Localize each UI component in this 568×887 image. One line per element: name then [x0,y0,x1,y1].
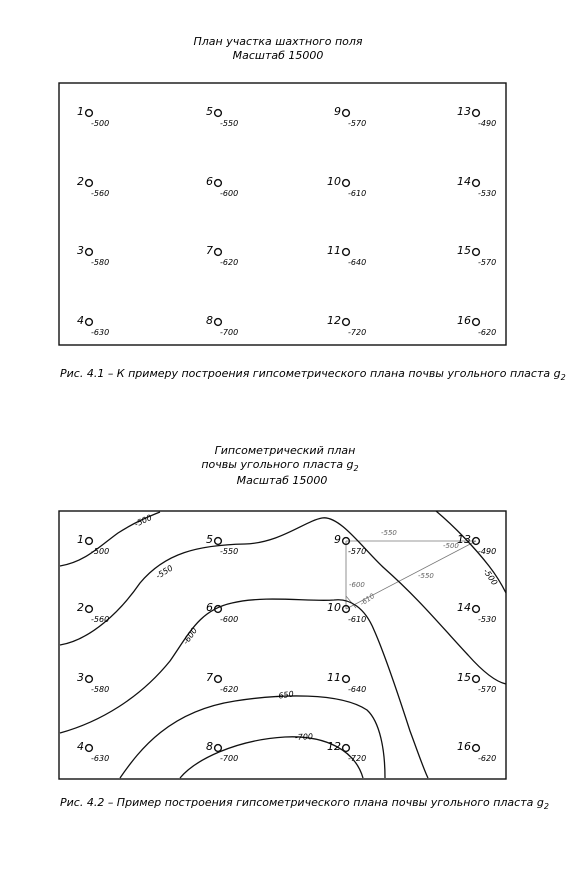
fig2-borehole-elevation: -570 [348,547,367,556]
fig2-title-line2-sub: 2 [353,464,359,473]
construction-label: -500 [443,542,459,550]
fig1-borehole-number: 7 [206,244,213,257]
fig1-borehole-elevation: -600 [220,189,239,198]
fig1-borehole-elevation: -620 [220,258,239,267]
fig2-borehole-elevation: -530 [478,615,497,624]
fig1-borehole-number: 2 [77,175,84,188]
fig2-borehole-marker [86,745,93,752]
fig1-borehole-marker [473,249,480,256]
fig2-borehole-number: 3 [77,671,84,684]
fig2-borehole-number: 14 [457,601,471,614]
fig2-borehole-marker [86,676,93,683]
contour-label: -500 [481,566,500,588]
contour-label: -600 [181,626,200,647]
fig1-caption-text: Рис. 4.1 – К примеру построения гипсометрического плана почвы угольного пласта g [60,367,561,380]
fig1-borehole-number: 11 [327,244,341,257]
fig1-caption [60,367,566,382]
fig2-title-line3: Масштаб 15000 [236,474,328,487]
fig2-borehole-number: 6 [206,601,213,614]
fig1-borehole-number: 1 [77,105,84,118]
fig1-borehole-number: 5 [206,105,213,118]
fig2-borehole-number: 16 [457,740,471,753]
fig1-borehole-elevation: -620 [478,328,497,337]
contour-label: -700 [294,732,314,742]
fig1-borehole-number: 14 [457,175,471,188]
contour-label: -500 [133,512,154,529]
fig2-borehole-elevation: -550 [220,547,239,556]
contour-lines [60,511,506,778]
fig2-borehole-marker [473,606,480,613]
contour-650 [120,696,385,778]
fig1-borehole-elevation: -640 [348,258,367,267]
fig1-borehole-marker [343,249,350,256]
fig2-borehole-elevation: -720 [348,754,367,763]
construction-label: -550 [418,572,434,580]
fig2-borehole-marker [215,745,222,752]
fig2-borehole-elevation: -560 [91,615,110,624]
fig1-frame [59,83,506,345]
fig2-borehole-elevation: -580 [91,685,110,694]
fig1-borehole-elevation: -700 [220,328,239,337]
fig1-borehole-marker [215,249,222,256]
fig1-borehole-marker [215,110,222,117]
fig2-borehole-number: 11 [327,671,341,684]
fig2-title-line2-text: почвы угольного пласта g [201,458,354,471]
fig1-borehole-elevation: -570 [348,119,367,128]
fig2-borehole-marker [86,538,93,545]
fig1-borehole-marker [86,319,93,326]
fig2-borehole-marker [343,676,350,683]
fig2-borehole-elevation: -620 [478,754,497,763]
fig2-borehole-number: 9 [334,533,341,546]
fig1-borehole-number: 9 [334,105,341,118]
fig2-borehole-elevation: -490 [478,547,497,556]
fig1-borehole-marker [343,319,350,326]
fig2-borehole-elevation: -620 [220,685,239,694]
fig2-borehole-number: 5 [206,533,213,546]
fig2-borehole-number: 10 [327,601,341,614]
fig1-borehole-number: 8 [206,314,213,327]
fig2-borehole-elevation: -630 [91,754,110,763]
fig2-caption-text: Рис. 4.2 – Пример построения гипсометрического плана почвы угольного пласта g [60,796,544,809]
contour-label: -550 [154,563,175,581]
fig1-borehole-number: 4 [77,314,84,327]
fig2-borehole-elevation: -570 [478,685,497,694]
fig1-borehole-elevation: -560 [91,189,110,198]
fig1-borehole-marker [215,180,222,187]
fig1-borehole-number: 16 [457,314,471,327]
fig2-borehole-marker [473,745,480,752]
fig2-borehole-number: 7 [206,671,213,684]
fig1-borehole-number: 10 [327,175,341,188]
construction-label: -550 [381,529,397,537]
fig1-title-line2: Масштаб 15000 [232,49,324,62]
fig1-borehole-elevation: -500 [91,119,110,128]
fig2-caption [60,796,549,811]
fig1-borehole-marker [215,319,222,326]
fig2-borehole-number: 8 [206,740,213,753]
fig1-borehole-marker [86,110,93,117]
fig1-caption-sub: 2 [560,373,566,382]
contour-label: -650 [275,689,295,701]
fig1-title-line1: План участка шахтного поля [193,35,363,48]
fig1-boreholes [77,105,496,337]
fig2-borehole-marker [215,676,222,683]
fig2-borehole-elevation: -610 [348,615,367,624]
fig1-borehole-elevation: -720 [348,328,367,337]
fig1-borehole-marker [473,110,480,117]
fig1-borehole-marker [86,249,93,256]
fig1-borehole-elevation: -490 [478,119,497,128]
fig2-borehole-marker [86,606,93,613]
contour-550 [60,518,506,684]
fig1-borehole-number: 3 [77,244,84,257]
fig2-borehole-number: 13 [457,533,471,546]
fig1-borehole-elevation: -630 [91,328,110,337]
fig1-borehole-number: 13 [457,105,471,118]
fig2-title-line1: Гипсометрический план [214,444,356,457]
fig2-borehole-number: 15 [457,671,471,684]
fig2-borehole-marker [473,676,480,683]
fig2-frame [59,511,506,779]
fig2-borehole-elevation: -640 [348,685,367,694]
construction-label: -610 [358,591,377,608]
fig2-borehole-marker [215,538,222,545]
fig1-borehole-elevation: -550 [220,119,239,128]
fig1-borehole-number: 12 [327,314,341,327]
fig2-borehole-number: 4 [77,740,84,753]
fig2-borehole-number: 12 [327,740,341,753]
fig1-borehole-number: 15 [457,244,471,257]
fig2-borehole-elevation: -500 [91,547,110,556]
fig1-borehole-marker [86,180,93,187]
fig1-borehole-elevation: -610 [348,189,367,198]
contour-600 [60,599,428,778]
fig2-borehole-number: 2 [77,601,84,614]
fig2-borehole-number: 1 [77,533,84,546]
fig2-title-line2 [201,458,358,473]
fig1-borehole-marker [473,319,480,326]
fig1-borehole-elevation: -580 [91,258,110,267]
fig2-borehole-marker [343,745,350,752]
fig1-borehole-elevation: -570 [478,258,497,267]
fig2-caption-sub: 2 [543,802,549,811]
fig1-borehole-marker [343,180,350,187]
fig1-borehole-marker [473,180,480,187]
fig1-borehole-marker [343,110,350,117]
fig2-boreholes [77,533,496,763]
construction-label: -600 [349,581,365,589]
fig2-borehole-elevation: -600 [220,615,239,624]
fig2-borehole-elevation: -700 [220,754,239,763]
fig1-borehole-number: 6 [206,175,213,188]
fig1-borehole-elevation: -530 [478,189,497,198]
